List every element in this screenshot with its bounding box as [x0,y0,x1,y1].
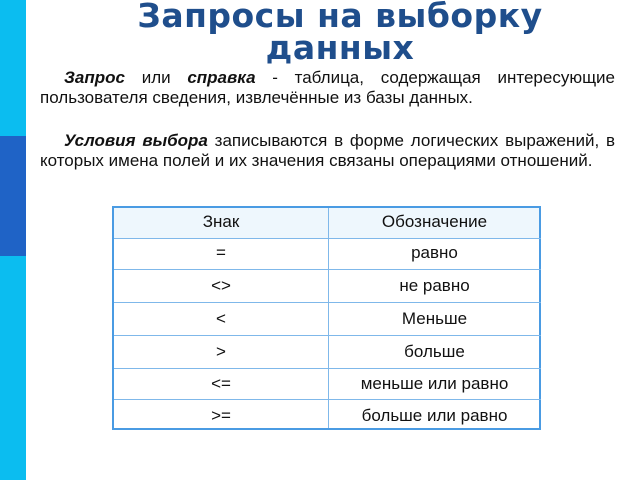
row-line [114,399,328,400]
left-accent-bar-highlight [0,136,26,256]
conditions-text: записываются в форме логических выражений, в которых имена полей и их значения связаны операциями отношений. [40,131,615,170]
row-line [328,238,541,239]
cell-meaning: равно [411,243,458,262]
cell-sign: >= [211,406,231,425]
slide-title: Запросы на выборку данных [137,0,543,67]
definition-text: - таблица, содержащая интересующие пользователя сведения, извлечённые из базы данных. [40,68,616,107]
row-line [328,335,541,336]
row-line [114,368,328,369]
term-query: Запрос [64,68,125,87]
cell-meaning: меньше или равно [360,374,509,393]
cell-sign: <= [211,374,231,393]
row-line [328,399,541,400]
cell-sign: = [216,243,226,262]
term-conditions: Условия выбора [64,131,208,150]
conditions-paragraph [40,131,615,171]
row-line [114,302,328,303]
cell-meaning: Меньше [401,309,468,328]
row-line [114,238,328,239]
cell-meaning: больше или равно [361,406,508,425]
term-reference: справка [187,68,256,87]
header-sign: Знак [202,212,240,231]
cell-meaning: не равно [399,276,470,295]
row-line [328,269,541,270]
cell-sign: > [216,342,226,361]
operators-table [112,206,541,430]
cell-sign: < [216,309,226,328]
cell-meaning: больше [404,342,465,361]
definition-paragraph [40,68,615,108]
row-line [328,302,541,303]
row-line [114,269,328,270]
row-line [328,368,541,369]
cell-sign: <> [211,276,231,295]
conjunction-text: или [125,68,188,87]
header-meaning: Обозначение [381,212,488,231]
row-line [114,335,328,336]
